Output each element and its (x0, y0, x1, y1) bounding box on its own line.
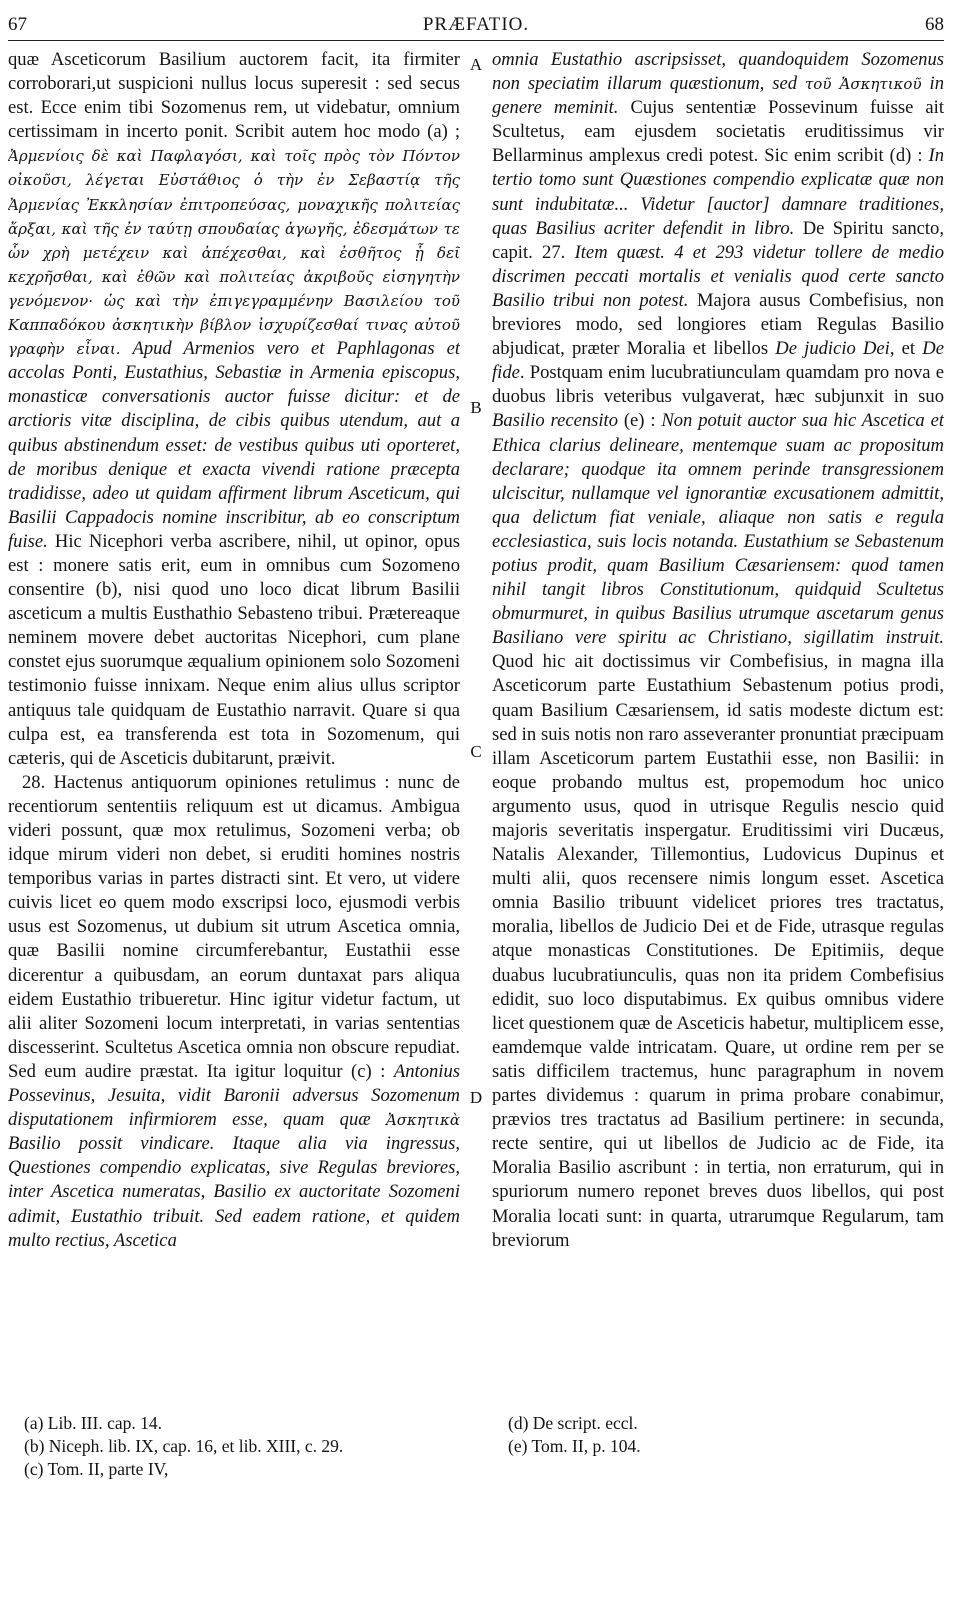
combefisius-quote: Non potuit auctor sua hic Ascetica et Ethica clarius delineare, mentemque suam ac propositum declarare; quodque ita omnem perinde transgressionem ulciscitur, nullamque vel ignorantiæ excusationem admittit, qua delictum fiat veniale, aliaque non satis e regula ecclesiastica, suis locis notanda. Eustathium se Sebastenum potius prodit, quam Basilium Cæsariensem: quod tamen nihil tangit libros Constitutionum, quidquid Scultetus obmurmuret, in quibus Basilius utrumque ascetarum genus Basiliano vere spiritu ac Christiano, sigillatim instruit. (492, 410, 944, 649)
footnote: (e) Tom. II, p. 104. (508, 1436, 641, 1456)
left-column (8, 48, 460, 1410)
book-title: De fide (492, 338, 944, 384)
text-run: quæ Asceticorum Basilium auctorem facit, ita firmiter corroborari,ut suspicioni nullus locus superesit : sed secus est. Ecce enim tibi Sozomenus rem, ut videbatur, omnium certissimam in incerto ponit. Scribit autem hoc modo (a) ; (8, 49, 460, 143)
bellarmine-quote: In tertio tomo sunt Quæstiones compendio explicatæ quæ non sunt indubitatæ... Videtur [auctor] damnare traditiones, quas Basilius acriter defendit in libro. (492, 145, 944, 239)
text-run: (e) : (618, 410, 662, 432)
running-header (8, 14, 944, 41)
text-run-italic: Item quæst. 4 et 293 videtur tollere de medio discrimen peccati mortalis et venialis quod certe sancto Basilio tribui non potest. (492, 241, 944, 311)
right-column-text (492, 48, 944, 1253)
page-number-right: 68 (925, 14, 944, 35)
latin-translation: Apud Armenios vero et Paphlagonas et accolas Ponti, Eustathius, Sebastiæ in Armenia episcopus, monasticæ conversationis auctor fuisse dicitur: et de arctioris vitæ disciplina, de cibis quibus utendum, aut a quibus abstinendum esset: de vestibus quibus uti oporteret, de moribus denique et exacta vivendi ratione præcepta tradidisse, adeo ut quidam affirment librum Asceticum, qui Basilii Cappadocis nomine inscribitur, ab eo conscriptum fuise. (8, 338, 460, 552)
text-run-italic: omnia Eustathio ascripsisset, quandoquidem Sozomenus non speciatim illarum quæstionum, sed (492, 49, 944, 95)
text-run: Quod hic ait doctissimus vir Combefisius, in magna illa Asceticorum parte Eustathium Sebastenum potius prodi, quam Basilium Cæsariensem, id satis modeste dictum est: sed in suis notis non raro asseveranter pronuntiat præcipuam illam Asceticorum partem Eustathii esse, non Basilii: in eoque probando multus est, propemodum hoc unico argumento usus, quod in utrisque Regulis nescio quid majoris severitatis inspergatur. Eruditissimi viri Ducæus, Natalis Alexander, Tillemontius, Ludovicus Dupinus et multi alii, quos recensere nimis longum esset. Ascetica omnia Basilio tribuunt videlicet priores tres tractatus, moralia, libellos de Judicio Dei et de Fide, utrasque regulas atque monasticas Constitutiones. De Epitimiis, deque duabus lucubratiunculis, quas non ita pridem Combefisius edidit, suo loco disputabimus. Ex quibus omnibus videre licet questionem quæ de Asceticis habetur, multiplicem esse, eamdemque valde intricatam. Quare, ut ordine rem per se satis difficilem tractemus, hunc paragraphum in novem partes dividemus : quarum in prima probare conabimur, prævios tres tractatus ad Basilium pertinere: in secunda, recte sentire, qui ut libellos de Judicio ac de Fide, ita Moralia Basilio ascribunt : in tertia, non erraturum, qui in spuriorum numero reponet breves duos libellos, qui post Moralia locati sunt: in quarta, utrarumque Regularum, tam breviorum (492, 651, 944, 1251)
text-run: , et (889, 338, 923, 360)
left-column-text (8, 48, 460, 1253)
text-run: Hic Nicephori verba ascribere, nihil, ut opinor, opus est : monere satis erit, eum in omnibus cum Sozomeno consentire (b), nisi quod uno loco dicat librum Basilii asceticum a multis Eusthathio Sebasteno tribui. Prætereaque neminem movere debet auctoritas Nicephori, cum plane constet ejus suorumque æqualium opinionem solo Sozomeni testimonio fuisse innixam. Neque enim alius ullus scriptor antiquus tale quidquam de Eustathio narravit. Quare si qua culpa est, ea transferenda est tota in Sozomenum, qui cæteris, qui de Asceticis dubitarunt, præivit. (8, 530, 460, 769)
right-column (492, 48, 944, 1410)
greek-word: τοῦ Ἀσκητικοῦ (804, 75, 922, 94)
book-title: Basilio recensito (492, 410, 618, 432)
book-title: De judicio Dei (775, 338, 890, 360)
text-run-italic: in genere meminit. (492, 73, 944, 119)
text-run: De Spiritu sancto, capit. 27. (492, 217, 944, 263)
margin-marker-a: A (469, 55, 483, 74)
scultetus-quote-cont: Basilio possit vindicare. Itaque alia via ingressus, Questiones compendio explicatas, sive Regulas breviores, inter Ascetica numeratas, Basilio ex auctoritate Sozomeni adimit, Eustathio tribuit. Sed eadem ratione, et quidem multo rectius, Ascetica (8, 1133, 460, 1251)
margin-marker-b: B (470, 398, 482, 417)
greek-word: Ἀσκητικὰ (385, 1111, 460, 1130)
footnote: (d) De script. eccl. (508, 1413, 638, 1433)
greek-quotation: Ἀρμενίοις δὲ καὶ Παφλαγόσι, καὶ τοῖς πρὸς τὸν Πόντον οἰκοῦσι, λέγεται Εὐστάθιος ὁ τὴν ἐν Σεβαστίᾳ τῆς Ἀρμενίας Ἐκκλησίαν ἐπιτροπεύσας, μοναχικῆς πολιτείας ἄρξαι, καὶ τῆς ἐν ταύτῃ σπουδαίας ἀγωγῆς, ἐδεσμάτων τε ὧν χρὴ μετέχειν καὶ ἀπέχεσθαι, καὶ ἐσθῆτος ᾗ δεῖ κεχρῆσθαι, καὶ ἐθῶν καὶ πολιτείας ἀκριβοῦς εἰσηγητὴν γενόμενον· ὡς καὶ τὴν ἐπιγεγραμμένην Βασιλείου τοῦ Καππαδόκου ἀσκητικὴν βίβλον ἰσχυρίζεσθαί τινας αὐτοῦ γραφὴν εἶναι. (8, 147, 460, 359)
scultetus-quote: Antonius Possevinus, Jesuita, vidit Baronii adversus Sozomenum disputationem infirmiorem esse, quam quæ (8, 1060, 460, 1131)
footnote: (a) Lib. III. cap. 14. (24, 1413, 162, 1433)
text-run: Majora ausus Combefisius, non breviores modo, sed longiores etiam Regulas Basilio abjudicat, præter Moralia et libellos (492, 289, 944, 360)
text-run: . Postquam enim lucubratiunculam quamdam pro nova e duobus libris veteribus vulgaverat, hæc subjunxit in suo (492, 362, 944, 408)
text-run: Cujus sententiæ Possevinum fuisse ait Scultetus, eam ejusdem societatis eruditissimus vir Bellarminus amplexus credi potest. Sic enim scribit (d) : (492, 97, 944, 167)
footnotes-right (508, 1412, 641, 1458)
margin-marker-c: C (470, 742, 482, 761)
section-28-text: 28. Hactenus antiquorum opiniones retulimus : nunc de recentiorum sententiis reliquum est ut dicamus. Ambigua videri possunt, quæ mox retulimus, Sozomeni verba; ob idque mirum videri non debet, si eruditi homines nostris temporibus varias in partes distracti sint. Et vero, ut videre cuivis licet eo quem modo exscripsi loco, ejusmodi verbis usus est Sozomenus, ut dubium sit utrum Ascetica omnia, quæ Basilii nomine circumferebantur, Eustathii esse dicerentur a quibusdam, an eorum duntaxat pars aliqua eidem Eustathio tribueretur. Hinc igitur videtur factum, ut alii aliter Sozomeni locum interpretati, in varias sententias discesserint. Scultetus Ascetica omnia non obscure repudiat. Sed eum audire præstat. Ita igitur loquitur (c) : (8, 771, 460, 1082)
footnote: (b) Niceph. lib. IX, cap. 16, et lib. XIII, c. 29. (24, 1436, 344, 1456)
page-number-left: 67 (8, 14, 27, 35)
footnotes-left (24, 1412, 343, 1481)
margin-marker-d: D (469, 1088, 483, 1107)
footnote: (c) Tom. II, parte IV, (24, 1459, 169, 1479)
running-title: PRÆFATIO. (422, 14, 530, 35)
